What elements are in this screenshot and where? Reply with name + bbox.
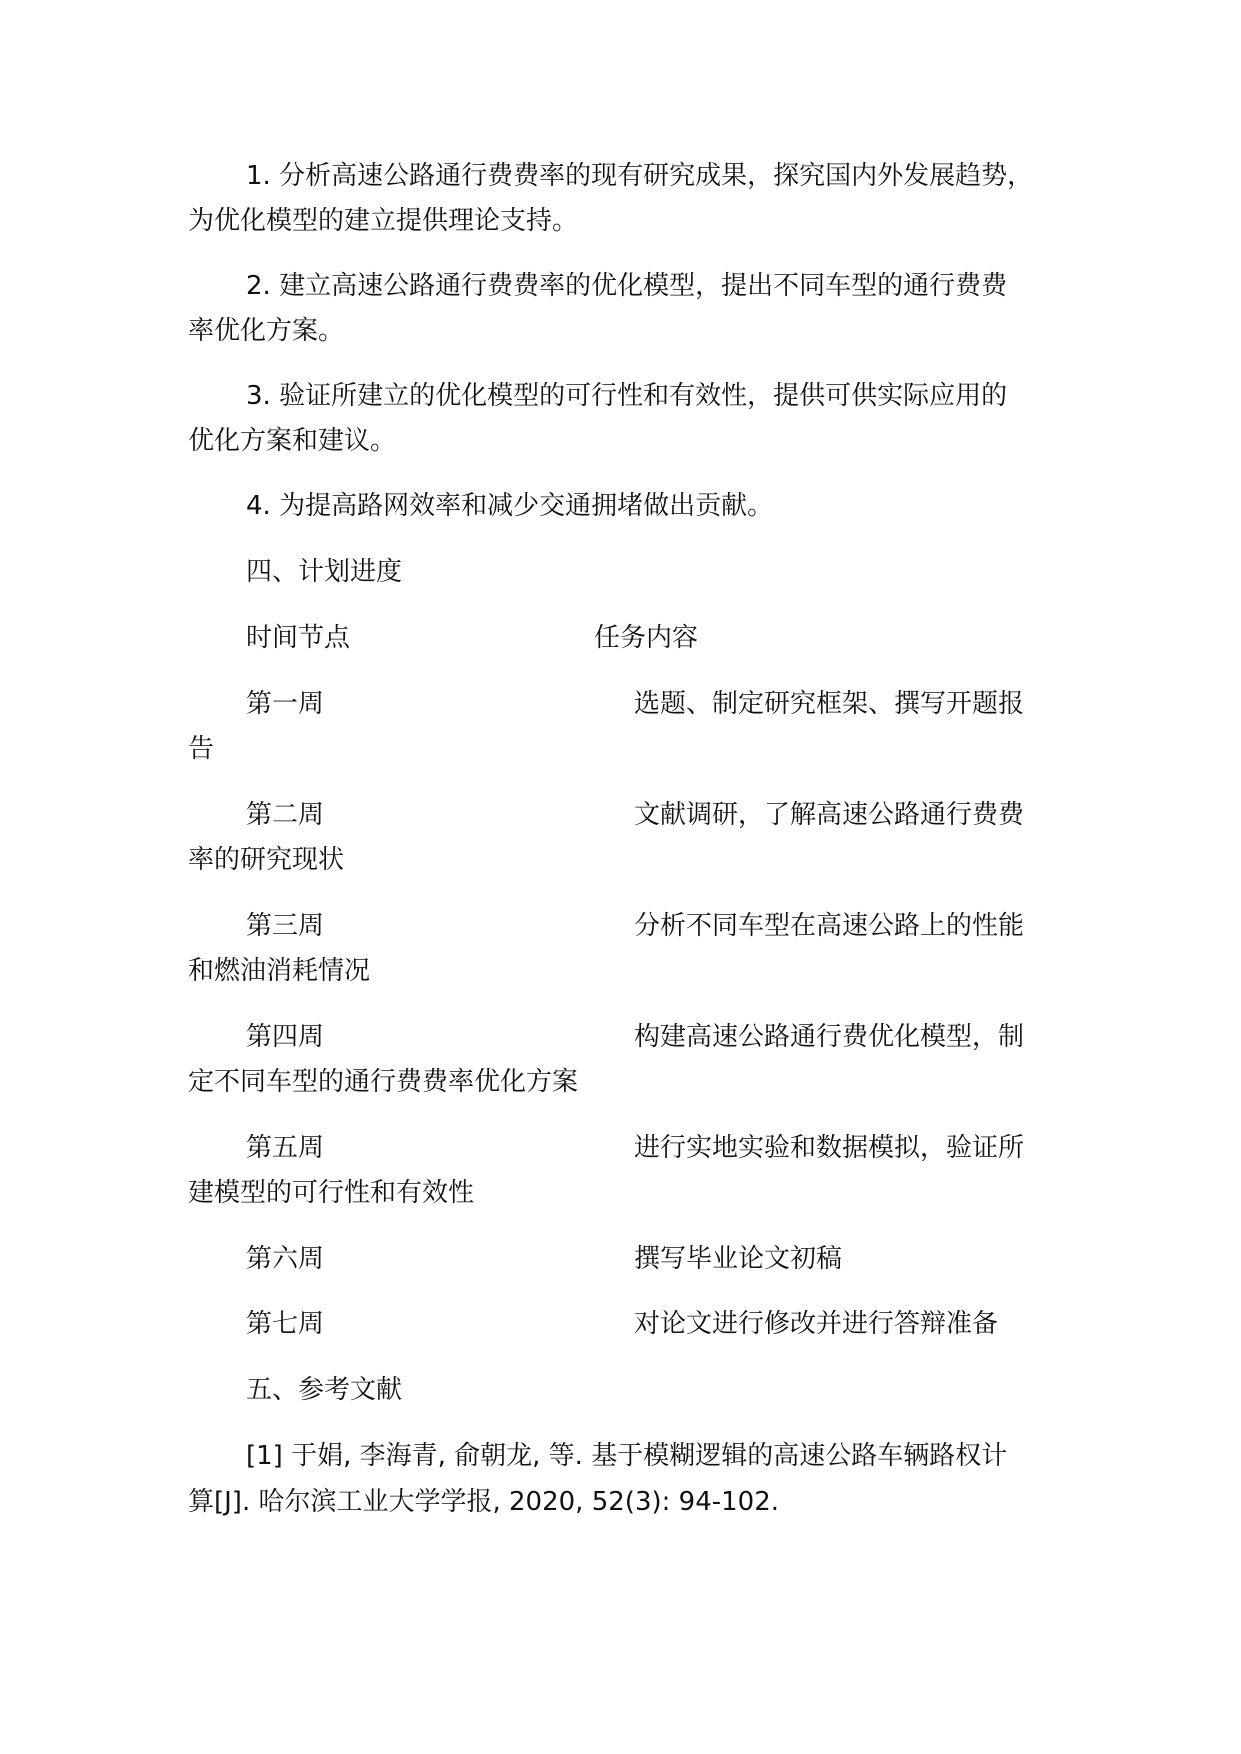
objective-3-line-2: 优化方案和建议。 (188, 426, 397, 456)
schedule-row-6-task-line-1: 撰写毕业论文初稿 (634, 1244, 843, 1274)
schedule-row-3-task-line-1: 分析不同车型在高速公路上的性能 (634, 911, 1025, 941)
objective-1-line-2: 为优化模型的建立提供理论支持。 (188, 206, 579, 236)
schedule-row-2-task-line-1: 文献调研，了解高速公路通行费费 (634, 800, 1025, 830)
objective-4-line-1: 4. 为提高路网效率和减少交通拥堵做出贡献。 (246, 491, 774, 521)
schedule-row-5-time: 第五周 (246, 1133, 325, 1163)
schedule-row-7-task-line-1: 对论文进行修改并进行答辩准备 (634, 1309, 999, 1339)
schedule-row-1-task-line-2: 告 (188, 734, 215, 764)
schedule-col-task: 任务内容 (594, 623, 699, 653)
references-heading: 五、参考文献 (246, 1375, 403, 1405)
objective-2-line-1: 2. 建立高速公路通行费费率的优化模型，提出不同车型的通行费费 (246, 271, 1008, 301)
schedule-row-2-task-line-2: 率的研究现状 (188, 845, 345, 875)
objective-1-line-1: 1. 分析高速公路通行费费率的现有研究成果，探究国内外发展趋势， (246, 161, 1034, 191)
schedule-row-3-time: 第三周 (246, 911, 325, 941)
schedule-row-2-time: 第二周 (246, 800, 325, 830)
schedule-row-4-task-line-1: 构建高速公路通行费优化模型，制 (634, 1022, 1025, 1052)
schedule-row-4-task-line-2: 定不同车型的通行费费率优化方案 (188, 1067, 579, 1097)
schedule-heading: 四、计划进度 (246, 557, 403, 587)
reference-1-line-2: 算[J]. 哈尔滨工业大学学报, 2020, 52(3): 94-102. (188, 1487, 780, 1517)
reference-1-line-1: [1] 于娟, 李海青, 俞朝龙, 等. 基于模糊逻辑的高速公路车辆路权计 (246, 1441, 1008, 1471)
schedule-col-time: 时间节点 (246, 623, 351, 653)
schedule-row-5-task-line-2: 建模型的可行性和有效性 (188, 1178, 475, 1208)
schedule-row-4-time: 第四周 (246, 1022, 325, 1052)
schedule-row-3-task-line-2: 和燃油消耗情况 (188, 956, 371, 986)
objective-2-line-2: 率优化方案。 (188, 316, 345, 346)
objective-3-line-1: 3. 验证所建立的优化模型的可行性和有效性，提供可供实际应用的 (246, 381, 1008, 411)
schedule-row-5-task-line-1: 进行实地实验和数据模拟，验证所 (634, 1133, 1025, 1163)
schedule-row-1-task-line-1: 选题、制定研究框架、撰写开题报 (634, 689, 1025, 719)
schedule-row-1-time: 第一周 (246, 689, 325, 719)
schedule-row-7-time: 第七周 (246, 1309, 325, 1339)
schedule-row-6-time: 第六周 (246, 1244, 325, 1274)
